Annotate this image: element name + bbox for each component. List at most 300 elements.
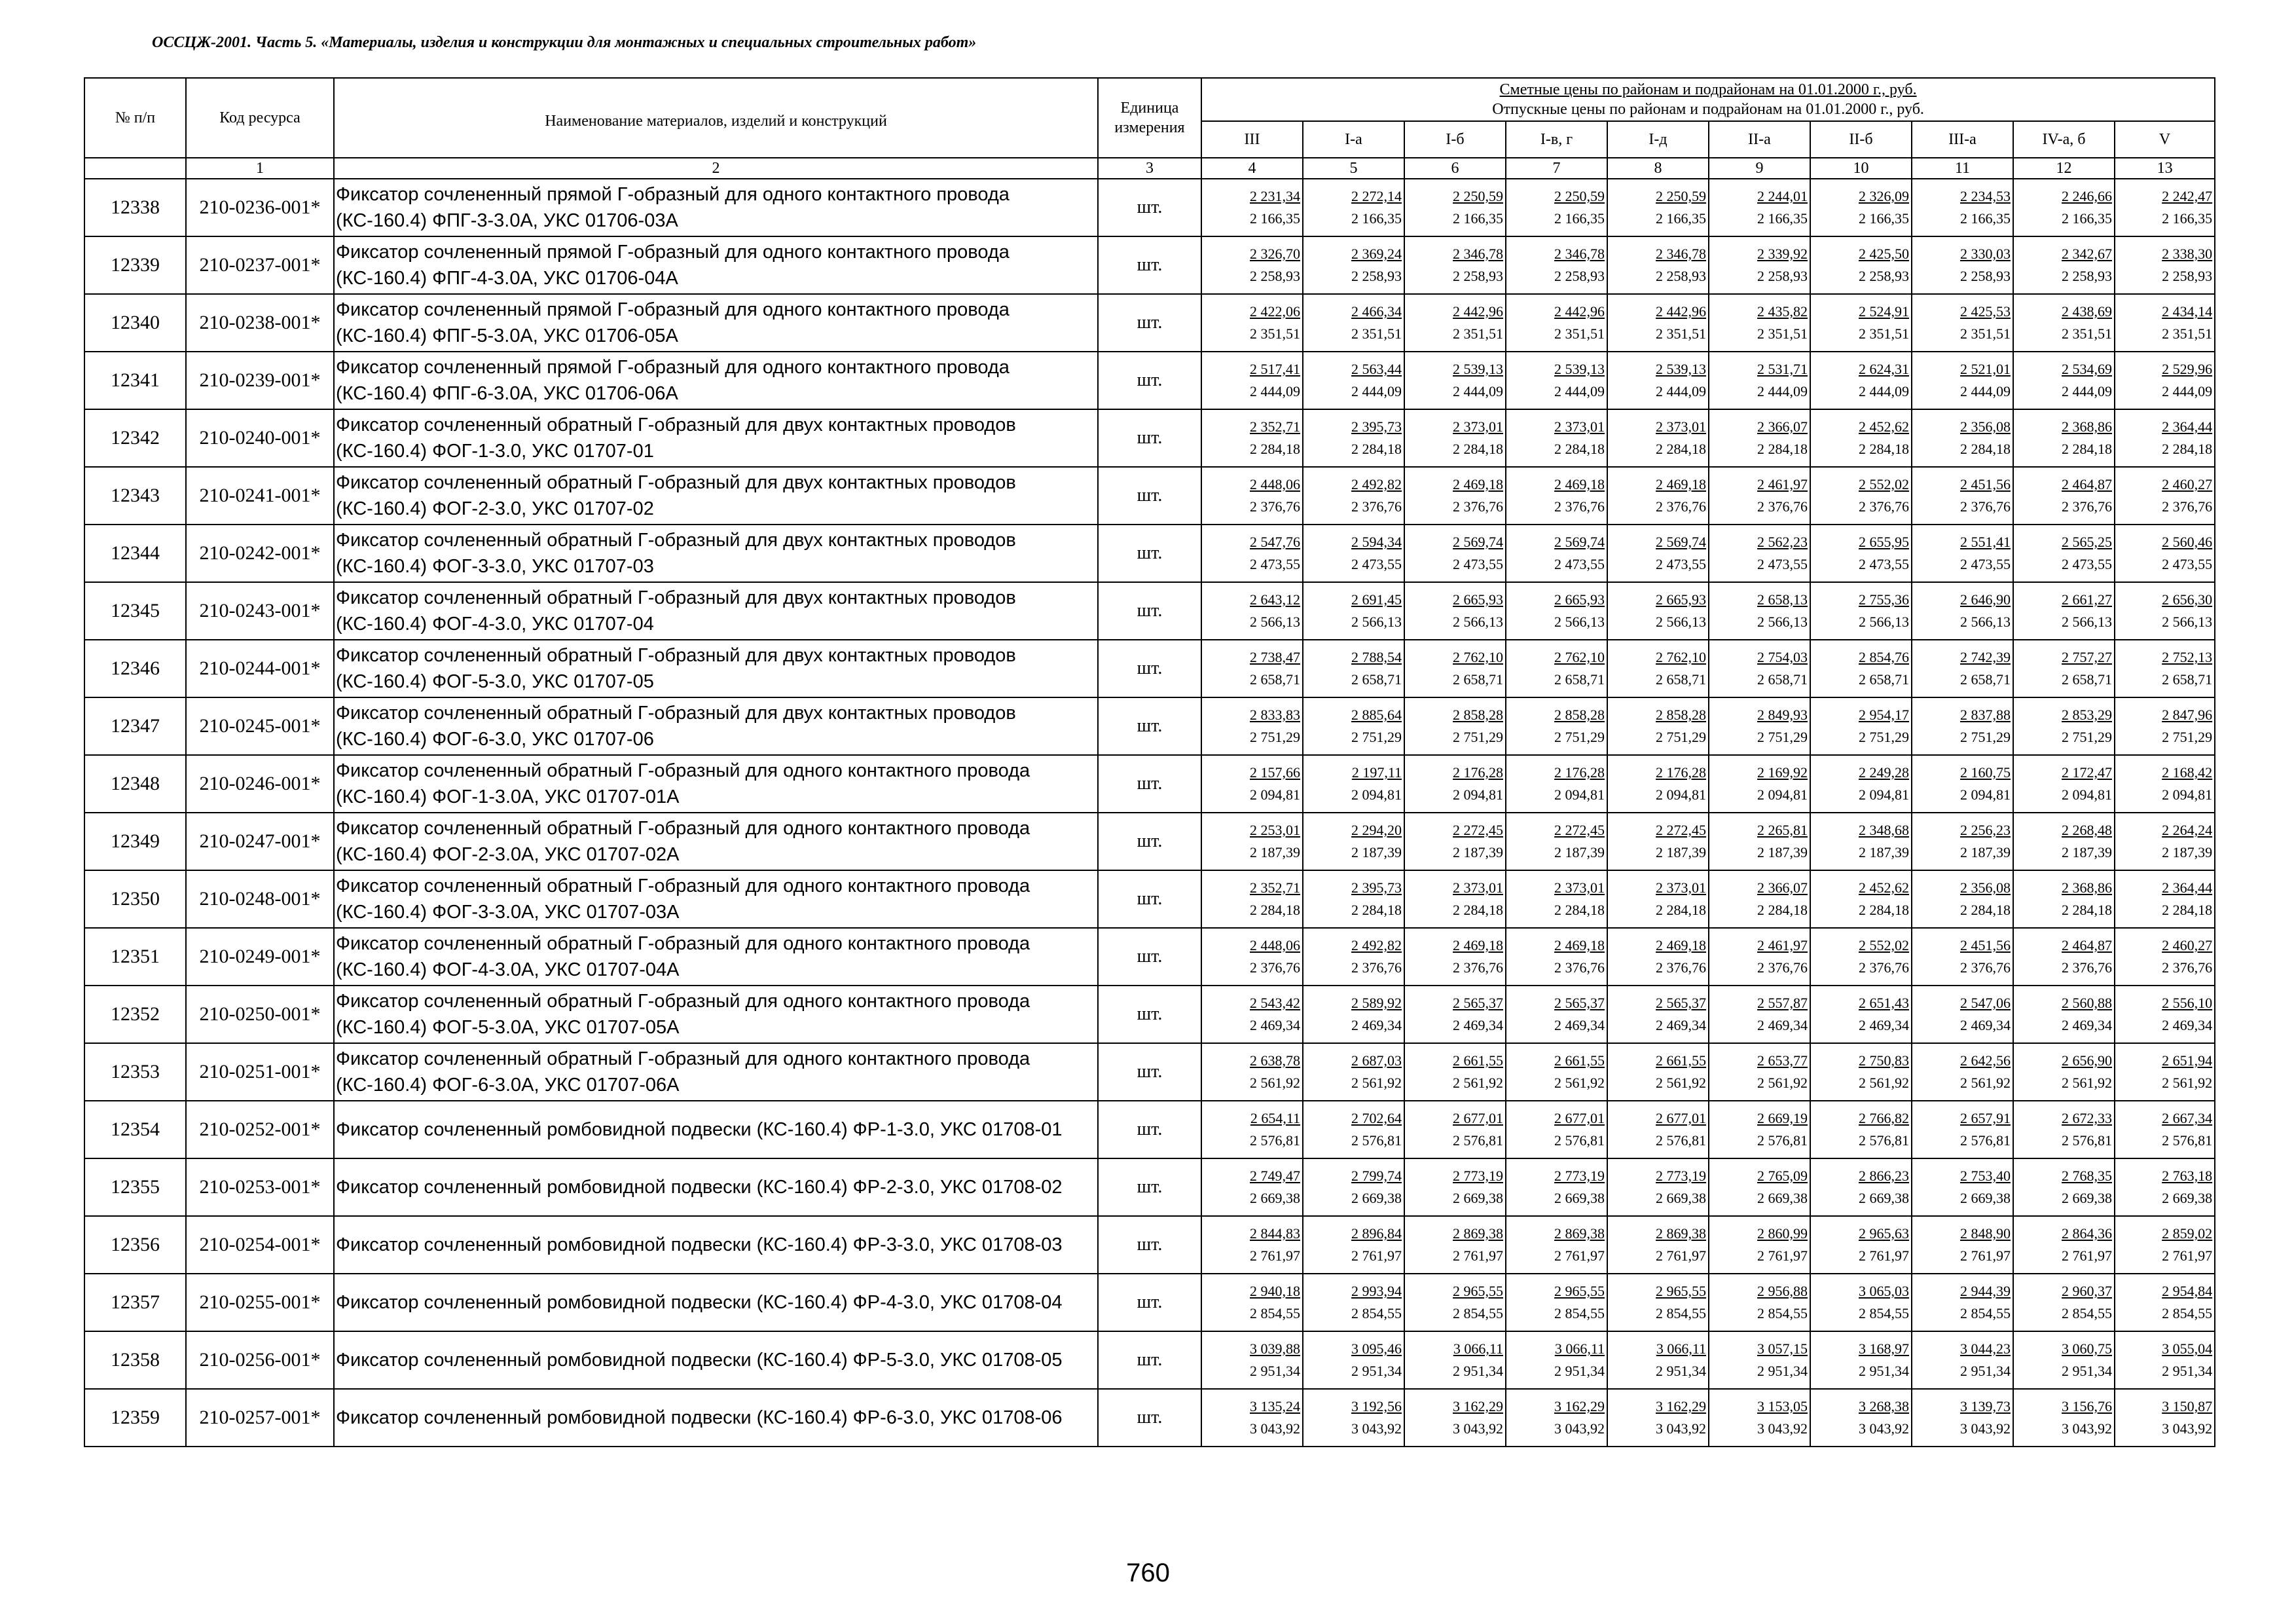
release-price: 2 658,71	[1960, 671, 2011, 688]
price-cell	[2115, 409, 2215, 467]
price-cell	[1303, 1331, 1404, 1389]
release-price: 2 258,93	[1554, 268, 1605, 284]
price-cell	[1810, 525, 1912, 582]
release-price: 2 561,92	[1351, 1075, 1402, 1091]
release-price: 3 043,92	[1351, 1420, 1402, 1437]
table-row	[84, 1331, 2215, 1389]
estimate-price: 2 643,12	[1250, 591, 1300, 608]
table-row	[84, 1216, 2215, 1274]
price-cell	[1201, 467, 1303, 525]
release-price: 2 444,09	[2062, 383, 2112, 399]
release-price: 2 669,38	[1859, 1190, 1909, 1206]
price-cell	[2115, 870, 2215, 928]
estimate-price: 2 176,28	[1453, 764, 1503, 781]
release-price: 2 258,93	[1656, 268, 1706, 284]
release-price: 3 043,92	[1859, 1420, 1909, 1437]
price-cell	[2115, 525, 2215, 582]
estimate-price: 2 749,47	[1250, 1168, 1300, 1184]
estimate-price: 2 451,56	[1960, 937, 2011, 953]
table-row	[84, 179, 2215, 236]
table-row	[84, 409, 2215, 467]
release-price: 2 376,76	[1960, 498, 2011, 515]
price-cell	[1506, 1043, 1607, 1101]
price-cell	[1912, 1216, 2013, 1274]
estimate-price: 3 066,11	[1453, 1340, 1503, 1357]
price-cell	[1506, 1331, 1607, 1389]
estimate-price: 2 346,78	[1656, 246, 1706, 262]
estimate-price: 2 687,03	[1351, 1052, 1402, 1069]
estimate-price: 2 346,78	[1554, 246, 1605, 262]
estimate-price: 2 773,19	[1656, 1168, 1706, 1184]
price-cell	[1709, 1043, 1810, 1101]
release-price: 2 473,55	[1453, 556, 1503, 572]
price-cell	[2115, 294, 2215, 352]
price-cell	[1201, 582, 1303, 640]
estimate-price: 2 172,47	[2062, 764, 2112, 781]
release-price: 2 166,35	[1351, 210, 1402, 227]
price-cell	[1506, 1274, 1607, 1331]
price-cell	[1201, 813, 1303, 870]
estimate-price: 2 762,10	[1453, 649, 1503, 665]
release-price: 2 566,13	[1453, 614, 1503, 630]
estimate-price: 2 667,34	[2162, 1110, 2213, 1126]
price-cell	[2013, 409, 2115, 467]
release-price: 2 166,35	[2162, 210, 2213, 227]
resource-code: 210-0236-001*	[186, 179, 334, 236]
price-cell	[1303, 813, 1404, 870]
price-cell	[1912, 1389, 2013, 1447]
unit-of-measure: шт.	[1098, 755, 1201, 813]
header-release-prices: Отпускные цены по районам и подрайонам на 01.01.2000 г., руб.	[1492, 101, 1924, 118]
release-price: 2 751,29	[1656, 729, 1706, 745]
table-row	[84, 755, 2215, 813]
table-row	[84, 467, 2215, 525]
release-price: 2 576,81	[1757, 1132, 1808, 1149]
estimate-price: 2 654,11	[1250, 1110, 1300, 1126]
unit-of-measure: шт.	[1098, 525, 1201, 582]
resource-code: 210-0246-001*	[186, 755, 334, 813]
release-price: 2 166,35	[1554, 210, 1605, 227]
price-cell	[1709, 870, 1810, 928]
table-row	[84, 1043, 2215, 1101]
release-price: 2 376,76	[2062, 498, 2112, 515]
estimate-price: 2 766,82	[1859, 1110, 1909, 1126]
estimate-price: 3 162,29	[1656, 1398, 1706, 1414]
price-cell	[1201, 352, 1303, 409]
estimate-price: 2 168,42	[2162, 764, 2213, 781]
estimate-price: 2 960,37	[2062, 1283, 2112, 1299]
estimate-price: 3 139,73	[1960, 1398, 2011, 1414]
estimate-price: 2 755,36	[1859, 591, 1909, 608]
unit-of-measure: шт.	[1098, 697, 1201, 755]
release-price: 3 043,92	[1757, 1420, 1808, 1437]
release-price: 2 187,39	[2162, 844, 2213, 860]
release-price: 2 258,93	[1250, 268, 1300, 284]
release-price: 2 576,81	[2062, 1132, 2112, 1149]
table-row	[84, 986, 2215, 1043]
price-cell	[1607, 986, 1709, 1043]
price-cell	[1709, 467, 1810, 525]
item-name: Фиксатор сочлененный обратный Г-образный для двух контактных проводов (КС-160.4) ФОГ-2-3.0, УКС 01707-02	[334, 467, 1098, 525]
release-price: 2 473,55	[2162, 556, 2213, 572]
estimate-price: 2 452,62	[1859, 418, 1909, 435]
release-price: 2 761,97	[1453, 1247, 1503, 1264]
release-price: 2 751,29	[1453, 729, 1503, 745]
release-price: 2 284,18	[2062, 441, 2112, 457]
row-number: 12355	[84, 1158, 186, 1216]
release-price: 2 658,71	[1453, 671, 1503, 688]
release-price: 2 166,35	[1453, 210, 1503, 227]
release-price: 2 351,51	[1757, 325, 1808, 342]
estimate-price: 2 422,06	[1250, 303, 1300, 320]
release-price: 2 284,18	[2062, 902, 2112, 918]
release-price: 2 284,18	[1960, 902, 2011, 918]
row-number: 12342	[84, 409, 186, 467]
price-cell	[1607, 582, 1709, 640]
release-price: 2 376,76	[1859, 959, 1909, 976]
estimate-price: 3 268,38	[1859, 1398, 1909, 1414]
price-cell	[1506, 813, 1607, 870]
release-price: 2 376,76	[2162, 959, 2213, 976]
estimate-price: 2 373,01	[1554, 418, 1605, 435]
header-estimate-prices: Сметные цены по районам и подрайонам на 01.01.2000 г., руб.	[1499, 81, 1917, 98]
release-price: 2 469,34	[1453, 1017, 1503, 1033]
resource-code: 210-0244-001*	[186, 640, 334, 697]
district-header: I-в, г	[1506, 121, 1607, 158]
item-name: Фиксатор сочлененный обратный Г-образный для одного контактного провода (КС-160.4) ФОГ-6-3.0А, УКС 01707-06А	[334, 1043, 1098, 1101]
release-price: 3 043,92	[1554, 1420, 1605, 1437]
release-price: 2 658,71	[1656, 671, 1706, 688]
price-cell	[2013, 1274, 2115, 1331]
estimate-price: 3 066,11	[1656, 1340, 1706, 1357]
release-price: 2 094,81	[1554, 786, 1605, 803]
price-cell	[1912, 352, 2013, 409]
release-price: 3 043,92	[1960, 1420, 2011, 1437]
release-price: 2 187,39	[1351, 844, 1402, 860]
price-cell	[1404, 352, 1506, 409]
estimate-price: 2 395,73	[1351, 879, 1402, 896]
unit-of-measure: шт.	[1098, 986, 1201, 1043]
estimate-price: 2 858,28	[1656, 707, 1706, 723]
price-cell	[1404, 986, 1506, 1043]
estimate-price: 2 738,47	[1250, 649, 1300, 665]
release-price: 2 258,93	[1757, 268, 1808, 284]
release-price: 2 566,13	[1250, 614, 1300, 630]
estimate-price: 2 657,91	[1960, 1110, 2011, 1126]
estimate-price: 2 364,44	[2162, 418, 2213, 435]
estimate-price: 2 529,96	[2162, 361, 2213, 377]
price-cell	[1404, 697, 1506, 755]
price-cell	[1709, 525, 1810, 582]
release-price: 2 351,51	[1656, 325, 1706, 342]
price-cell	[1912, 1043, 2013, 1101]
row-number: 12340	[84, 294, 186, 352]
release-price: 2 473,55	[1554, 556, 1605, 572]
unit-of-measure: шт.	[1098, 1274, 1201, 1331]
estimate-price: 2 452,62	[1859, 879, 1909, 896]
release-price: 2 258,93	[1859, 268, 1909, 284]
district-header: I-б	[1404, 121, 1506, 158]
price-cell	[1607, 179, 1709, 236]
release-price: 2 258,93	[1960, 268, 2011, 284]
estimate-price: 2 348,68	[1859, 822, 1909, 838]
price-cell	[1303, 525, 1404, 582]
price-cell	[1912, 1101, 2013, 1158]
release-price: 2 761,97	[1351, 1247, 1402, 1264]
estimate-price: 2 448,06	[1250, 476, 1300, 492]
estimate-price: 2 435,82	[1757, 303, 1808, 320]
release-price: 2 576,81	[1859, 1132, 1909, 1149]
price-cell	[1912, 755, 2013, 813]
price-cell	[2013, 179, 2115, 236]
price-cell	[1506, 640, 1607, 697]
price-cell	[1201, 525, 1303, 582]
estimate-price: 2 492,82	[1351, 937, 1402, 953]
estimate-price: 2 326,09	[1859, 188, 1909, 204]
price-cell	[1201, 1158, 1303, 1216]
release-price: 2 444,09	[1453, 383, 1503, 399]
release-price: 2 284,18	[2162, 902, 2213, 918]
price-cell	[1404, 1043, 1506, 1101]
resource-code: 210-0250-001*	[186, 986, 334, 1043]
estimate-price: 2 551,41	[1960, 534, 2011, 550]
price-cell	[1810, 352, 1912, 409]
column-number: 10	[1810, 158, 1912, 179]
release-price: 2 669,38	[1250, 1190, 1300, 1206]
estimate-price: 2 466,34	[1351, 303, 1402, 320]
release-price: 2 566,13	[1960, 614, 2011, 630]
price-cell	[1709, 640, 1810, 697]
price-cell	[1810, 697, 1912, 755]
price-cell	[1404, 755, 1506, 813]
price-table-body	[84, 179, 2215, 1447]
release-price: 2 658,71	[1250, 671, 1300, 688]
price-cell	[1709, 294, 1810, 352]
estimate-price: 2 669,19	[1757, 1110, 1808, 1126]
column-number: 7	[1506, 158, 1607, 179]
release-price: 2 669,38	[1757, 1190, 1808, 1206]
resource-code: 210-0248-001*	[186, 870, 334, 928]
price-cell	[1506, 409, 1607, 467]
release-price: 2 469,34	[1554, 1017, 1605, 1033]
unit-of-measure: шт.	[1098, 409, 1201, 467]
unit-of-measure: шт.	[1098, 1331, 1201, 1389]
release-price: 2 473,55	[1656, 556, 1706, 572]
price-cell	[1912, 640, 2013, 697]
estimate-price: 3 135,24	[1250, 1398, 1300, 1414]
price-cell	[1607, 1216, 1709, 1274]
estimate-price: 2 768,35	[2062, 1168, 2112, 1184]
estimate-price: 2 965,55	[1554, 1283, 1605, 1299]
table-row	[84, 870, 2215, 928]
release-price: 2 761,97	[2162, 1247, 2213, 1264]
estimate-price: 2 762,10	[1554, 649, 1605, 665]
release-price: 2 444,09	[1554, 383, 1605, 399]
release-price: 2 284,18	[1757, 441, 1808, 457]
table-row	[84, 1158, 2215, 1216]
release-price: 2 566,13	[1859, 614, 1909, 630]
estimate-price: 2 656,30	[2162, 591, 2213, 608]
estimate-price: 2 330,03	[1960, 246, 2011, 262]
release-price: 2 187,39	[1656, 844, 1706, 860]
unit-of-measure: шт.	[1098, 352, 1201, 409]
release-price: 2 951,34	[1757, 1363, 1808, 1379]
release-price: 2 761,97	[1859, 1247, 1909, 1264]
price-cell	[1709, 755, 1810, 813]
release-price: 2 187,39	[2062, 844, 2112, 860]
release-price: 2 854,55	[1250, 1305, 1300, 1321]
price-cell	[1607, 813, 1709, 870]
release-price: 2 094,81	[1859, 786, 1909, 803]
price-cell	[2115, 582, 2215, 640]
estimate-price: 2 346,78	[1453, 246, 1503, 262]
price-cell	[1607, 1101, 1709, 1158]
unit-of-measure: шт.	[1098, 467, 1201, 525]
price-cell	[1303, 640, 1404, 697]
release-price: 2 284,18	[2162, 441, 2213, 457]
estimate-price: 2 234,53	[1960, 188, 2011, 204]
estimate-price: 2 342,67	[2062, 246, 2112, 262]
estimate-price: 2 677,01	[1453, 1110, 1503, 1126]
estimate-price: 2 651,43	[1859, 995, 1909, 1011]
estimate-price: 2 242,47	[2162, 188, 2213, 204]
release-price: 2 751,29	[2062, 729, 2112, 745]
estimate-price: 2 339,92	[1757, 246, 1808, 262]
price-cell	[1506, 467, 1607, 525]
price-cell	[1607, 928, 1709, 986]
estimate-price: 2 833,83	[1250, 707, 1300, 723]
item-name: Фиксатор сочлененный обратный Г-образный для двух контактных проводов (КС-160.4) ФОГ-6-3.0, УКС 01707-06	[334, 697, 1098, 755]
price-cell	[2013, 1389, 2115, 1447]
price-cell	[1201, 294, 1303, 352]
estimate-price: 2 552,02	[1859, 476, 1909, 492]
release-price: 2 376,76	[1351, 959, 1402, 976]
release-price: 2 376,76	[1554, 498, 1605, 515]
release-price: 2 761,97	[1554, 1247, 1605, 1264]
item-name: Фиксатор сочлененный прямой Г-образный для одного контактного провода (КС-160.4) ФПГ-3-3.0А, УКС 01706-03А	[334, 179, 1098, 236]
price-cell	[2013, 986, 2115, 1043]
release-price: 2 951,34	[2162, 1363, 2213, 1379]
price-cell	[2013, 870, 2115, 928]
price-cell	[1303, 1043, 1404, 1101]
price-cell	[1506, 179, 1607, 236]
price-cell	[1303, 755, 1404, 813]
release-price: 2 854,55	[1554, 1305, 1605, 1321]
item-name: Фиксатор сочлененный обратный Г-образный для двух контактных проводов (КС-160.4) ФОГ-3-3.0, УКС 01707-03	[334, 525, 1098, 582]
release-price: 2 658,71	[1351, 671, 1402, 688]
price-cell	[1404, 1158, 1506, 1216]
column-number: 2	[334, 158, 1098, 179]
column-number: 13	[2115, 158, 2215, 179]
price-cell	[1506, 352, 1607, 409]
price-cell	[1404, 582, 1506, 640]
release-price: 2 658,71	[1757, 671, 1808, 688]
price-cell	[2115, 1216, 2215, 1274]
estimate-price: 2 869,38	[1656, 1225, 1706, 1242]
release-price: 2 187,39	[1554, 844, 1605, 860]
estimate-price: 2 326,70	[1250, 246, 1300, 262]
release-price: 2 187,39	[1859, 844, 1909, 860]
row-number: 12344	[84, 525, 186, 582]
price-cell	[1303, 870, 1404, 928]
estimate-price: 3 192,56	[1351, 1398, 1402, 1414]
item-name: Фиксатор сочлененный ромбовидной подвески (КС-160.4) ФР-1-3.0, УКС 01708-01	[334, 1101, 1098, 1158]
price-cell	[1404, 1331, 1506, 1389]
estimate-price: 2 250,59	[1453, 188, 1503, 204]
price-cell	[1404, 1389, 1506, 1447]
price-cell	[1709, 813, 1810, 870]
estimate-price: 2 246,66	[2062, 188, 2112, 204]
column-number: 12	[2013, 158, 2115, 179]
release-price: 2 761,97	[2062, 1247, 2112, 1264]
price-cell	[1912, 1274, 2013, 1331]
release-price: 2 351,51	[1960, 325, 2011, 342]
price-cell	[1303, 352, 1404, 409]
estimate-price: 2 265,81	[1757, 822, 1808, 838]
estimate-price: 2 757,27	[2062, 649, 2112, 665]
resource-code: 210-0238-001*	[186, 294, 334, 352]
price-cell	[1506, 1158, 1607, 1216]
price-cell	[1404, 236, 1506, 294]
price-cell	[1607, 525, 1709, 582]
estimate-price: 2 965,55	[1453, 1283, 1503, 1299]
header-num: № п/п	[84, 78, 186, 158]
release-price: 2 561,92	[2162, 1075, 2213, 1091]
estimate-price: 3 065,03	[1859, 1283, 1909, 1299]
estimate-price: 2 589,92	[1351, 995, 1402, 1011]
release-price: 2 376,76	[1250, 959, 1300, 976]
price-cell	[2115, 467, 2215, 525]
estimate-price: 2 661,55	[1453, 1052, 1503, 1069]
estimate-price: 2 469,18	[1453, 476, 1503, 492]
document-header: ОССЦЖ-2001. Часть 5. «Материалы, изделия и конструкции для монтажных и специальных строительных работ»	[152, 34, 977, 51]
release-price: 2 351,51	[1859, 325, 1909, 342]
header-unit: Единица измерения	[1098, 78, 1201, 158]
estimate-price: 2 442,96	[1554, 303, 1605, 320]
estimate-price: 2 677,01	[1554, 1110, 1605, 1126]
price-cell	[2013, 525, 2115, 582]
estimate-price: 2 552,02	[1859, 937, 1909, 953]
price-cell	[1506, 1101, 1607, 1158]
estimate-price: 2 253,01	[1250, 822, 1300, 838]
unit-of-measure: шт.	[1098, 870, 1201, 928]
release-price: 2 351,51	[2062, 325, 2112, 342]
table-row	[84, 1101, 2215, 1158]
price-cell	[1810, 1274, 1912, 1331]
price-cell	[2013, 236, 2115, 294]
column-number: 9	[1709, 158, 1810, 179]
price-cell	[1506, 928, 1607, 986]
price-cell	[1201, 1331, 1303, 1389]
price-cell	[2115, 1101, 2215, 1158]
item-name: Фиксатор сочлененный обратный Г-образный для одного контактного провода (КС-160.4) ФОГ-3-3.0А, УКС 01707-03А	[334, 870, 1098, 928]
release-price: 2 284,18	[1859, 441, 1909, 457]
price-cell	[1404, 409, 1506, 467]
release-price: 2 576,81	[1656, 1132, 1706, 1149]
price-cell	[1709, 1331, 1810, 1389]
price-cell	[1912, 928, 2013, 986]
release-price: 2 094,81	[1351, 786, 1402, 803]
item-name: Фиксатор сочлененный обратный Г-образный для одного контактного провода (КС-160.4) ФОГ-2-3.0А, УКС 01707-02А	[334, 813, 1098, 870]
price-cell	[1404, 1101, 1506, 1158]
price-cell	[1303, 697, 1404, 755]
release-price: 2 473,55	[2062, 556, 2112, 572]
district-header: II-б	[1810, 121, 1912, 158]
price-cell	[1303, 409, 1404, 467]
estimate-price: 2 754,03	[1757, 649, 1808, 665]
price-cell	[1303, 582, 1404, 640]
estimate-price: 2 366,07	[1757, 418, 1808, 435]
